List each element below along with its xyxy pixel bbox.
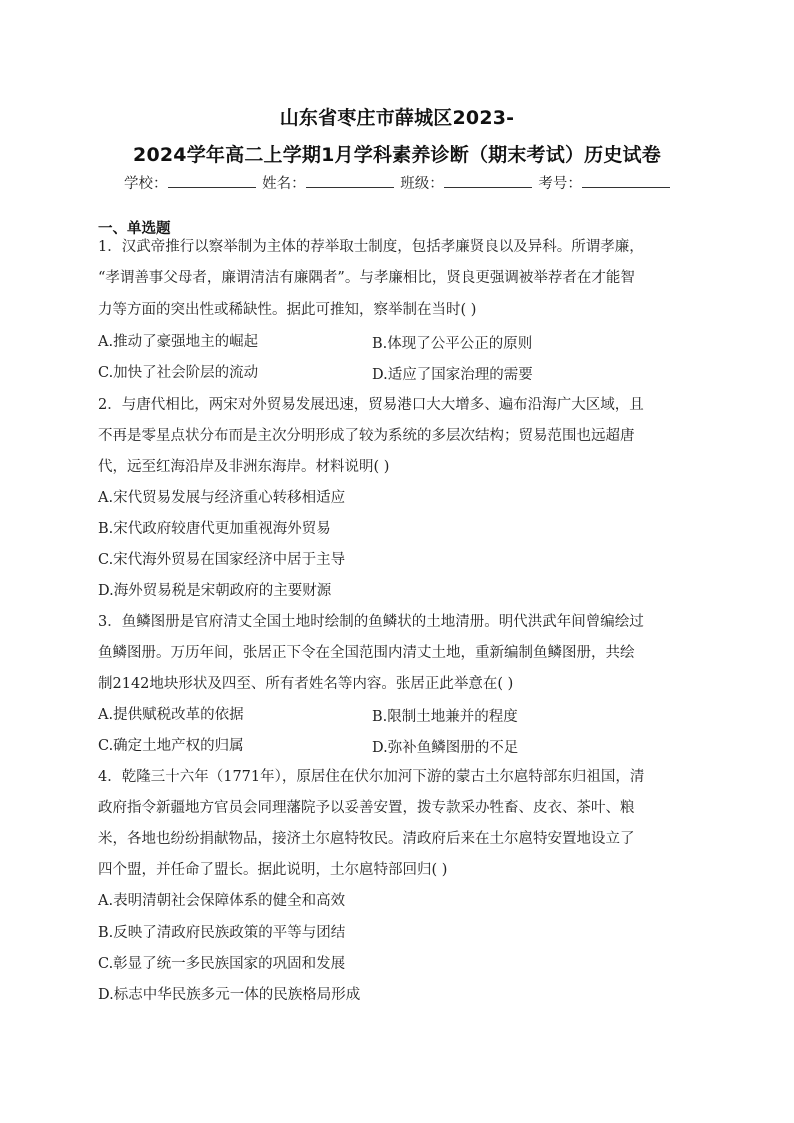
- name-blank: [306, 173, 394, 188]
- question-2-line-1: 2．与唐代相比，两宋对外贸易发展迅速，贸易港口大大增多、遍布沿海广大区域，且: [98, 397, 644, 413]
- student-info-row: [124, 172, 684, 193]
- question-3-option-b: B.限制土地兼并的程度: [372, 709, 518, 725]
- question-4-option-a: A.表明清朝社会保障体系的健全和高效: [98, 893, 346, 909]
- question-1-line-3: 力等方面的突出性或稀缺性。据此可推知，察举制在当时( ): [98, 302, 477, 318]
- question-3-option-c: C.确定土地产权的归属: [98, 738, 244, 754]
- question-1-line-1: 1．汉武帝推行以察举制为主体的荐举取士制度，包括孝廉贤良以及异科。所谓孝廉，: [98, 239, 644, 255]
- question-2-option-b: B.宋代政府较唐代更加重视海外贸易: [98, 521, 331, 537]
- question-1-option-d: D.适应了国家治理的需要: [372, 367, 533, 383]
- question-2-option-a: A.宋代贸易发展与经济重心转移相适应: [98, 490, 346, 506]
- school-label: 学校：: [124, 176, 168, 192]
- question-4-line-2: 政府指令新疆地方官员会同理藩院予以妥善安置，拨专款采办牲畜、皮衣、茶叶、粮: [98, 800, 635, 816]
- exam-title-line-1: 山东省枣庄市薛城区2023-: [279, 107, 515, 129]
- question-4-option-c: C.彰显了统一多民族国家的巩固和发展: [98, 956, 346, 972]
- question-3-option-d: D.弥补鱼鳞图册的不足: [372, 740, 519, 756]
- question-2-option-c: C.宋代海外贸易在国家经济中居于主导: [98, 552, 346, 568]
- question-1-option-b: B.体现了公平公正的原则: [372, 336, 533, 352]
- section-title: 一、单选题: [98, 221, 171, 237]
- question-3-line-1: 3．鱼鳞图册是官府清丈全国土地时绘制的鱼鳞状的土地清册。明代洪武年间曾编绘过: [98, 614, 644, 630]
- question-1-option-a: A.推动了豪强地主的崛起: [98, 334, 259, 350]
- question-4-line-3: 米，各地也纷纷捐献物品，接济土尔扈特牧民。清政府后来在土尔扈特安置地设立了: [98, 831, 635, 847]
- question-3-line-2: 鱼鳞图册。万历年间，张居正下令在全国范围内清丈土地，重新编制鱼鳞图册，共绘: [98, 645, 635, 661]
- class-label: 班级：: [400, 176, 444, 192]
- exam-number-label: 考号：: [538, 176, 582, 192]
- question-4-option-b: B.反映了清政府民族政策的平等与团结: [98, 925, 346, 941]
- question-2-option-d: D.海外贸易税是宋朝政府的主要财源: [98, 583, 332, 599]
- question-3-line-3: 制2142地块形状及四至、所有者姓名等内容。张居正此举意在( ): [98, 676, 514, 692]
- question-1-line-2: “孝谓善事父母者，廉谓清洁有廉隅者”。与孝廉相比，贤良更强调被举荐者在才能智: [98, 270, 635, 286]
- question-4-line-1: 4．乾隆三十六年（1771年），原居住在伏尔加河下游的蒙古土尔扈特部东归祖国，清: [98, 769, 645, 785]
- class-blank: [444, 173, 532, 188]
- question-3-option-a: A.提供赋税改革的依据: [98, 707, 244, 723]
- name-label: 姓名：: [262, 176, 306, 192]
- question-4-line-4: 四个盟，并任命了盟长。据此说明，土尔扈特部回归( ): [98, 862, 448, 878]
- question-1-option-c: C.加快了社会阶层的流动: [98, 365, 259, 381]
- question-4-option-d: D.标志中华民族多元一体的民族格局形成: [98, 987, 361, 1003]
- question-2-line-3: 代，远至红海沿岸及非洲东海岸。材料说明( ): [98, 459, 390, 475]
- school-blank: [168, 173, 256, 188]
- exam-title-line-2: 2024学年高二上学期1月学科素养诊断（期末考试）历史试卷: [133, 144, 661, 166]
- exam-number-blank: [582, 173, 670, 188]
- question-2-line-2: 不再是零星点状分布而是主次分明形成了较为系统的多层次结构；贸易范围也远超唐: [98, 428, 635, 444]
